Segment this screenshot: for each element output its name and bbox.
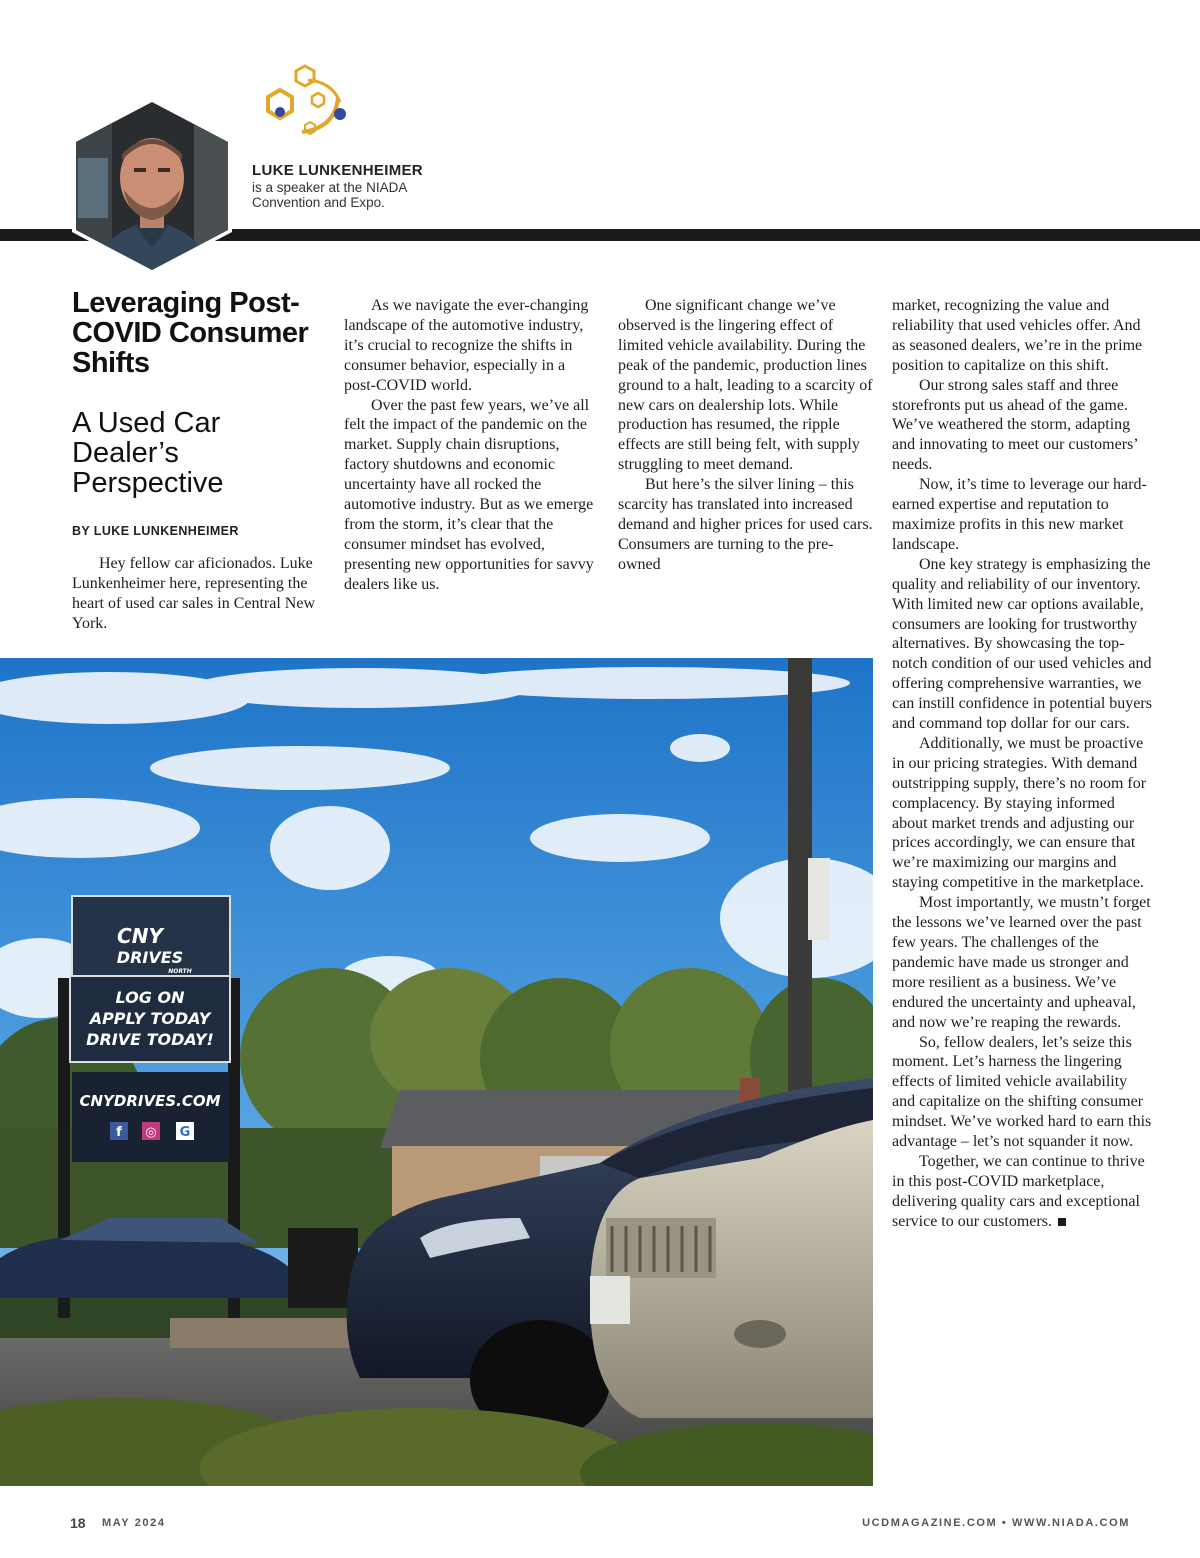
instagram-icon: ◎	[145, 1125, 157, 1140]
end-of-article-mark	[1058, 1218, 1066, 1226]
article-subhead: A Used Car Dealer’s Perspective	[72, 407, 224, 499]
article-column-2	[344, 296, 600, 595]
dealership-lot-photo	[0, 658, 873, 1486]
article-paragraph: Hey fellow car aficionados. Luke Lunkenheimer here, representing the heart of used car sales in Central New York.	[72, 555, 316, 632]
sign-slogan-line: LOG ON	[115, 988, 185, 1007]
article-paragraph: market, recognizing the value and reliability that used vehicles offer. And as seasoned dealers, we’re in the prime position to capitalize on this shift.	[892, 297, 1143, 374]
google-icon: G	[179, 1125, 191, 1140]
article-byline: BY LUKE LUNKENHEIMER	[72, 524, 239, 538]
article-paragraph-text: Together, we can continue to thrive in this post-COVID marketplace, delivering quality cars and exceptional service to our customers.	[892, 1152, 1145, 1230]
author-name: LUKE LUNKENHEIMER	[252, 162, 423, 179]
footer-websites: UCDMAGAZINE.COM • WWW.NIADA.COM	[862, 1517, 1130, 1529]
author-bio: is a speaker at the NIADA Convention and Expo.	[252, 180, 407, 210]
article-paragraph: Most importantly, we mustn’t forget the lessons we’ve learned over the past few years. The challenges of the pandemic have made us stronger and more resilient as a business. We’ve endured the uncertainty and upheaval, and now we’re reaping the rewards.	[892, 894, 1151, 1031]
article-paragraph: Now, it’s time to leverage our hard-earned expertise and reputation to maximize profits in this new market landscape.	[892, 476, 1147, 553]
article-column-4	[892, 296, 1152, 1232]
article-headline: Leveraging Post-COVID Consumer Shifts	[72, 287, 309, 379]
author-portrait-icon	[64, 98, 240, 274]
sign-brand-line3: NORTH	[168, 968, 192, 975]
article-paragraph: One significant change we’ve observed is the lingering effect of limited vehicle availability. During the peak of the pandemic, production lines ground to a halt, leading to a scarcity of new cars on dealership lots. While production has resumed, the ripple effects are still being felt, with supply struggling to meet demand.	[618, 297, 873, 474]
article-paragraph: Over the past few years, we’ve all felt the impact of the pandemic on the market. Supply chain disruptions, factory shutdowns and economic uncertainty have all rocked the automotive industry. But as we emerge from the storm, it’s clear that the consumer mindset has evolved, presenting new opportunities for savvy dealers like us.	[344, 396, 594, 593]
sign-slogan-line: APPLY TODAY	[89, 1009, 211, 1028]
article-paragraph: One key strategy is emphasizing the quality and reliability of our inventory. With limited new car options available, consumers are looking for trustworthy alternatives. By showcasing the top-notch condition of our used vehicles and offering comprehensive warranties, we can instill confidence in potential buyers and command top dollar for our cars.	[892, 555, 1152, 733]
article-column-3	[618, 296, 874, 575]
article-paragraph: Additionally, we must be proactive in our pricing strategies. With demand outstripping supply, there’s no room for complacency. By staying informed about market trends and adjusting our prices accordingly, we can ensure that we’re maximizing our margins and staying competitive in the marketplace.	[892, 734, 1147, 892]
page-number: 18	[70, 1515, 86, 1531]
niada-hexagon-logo-icon	[250, 60, 350, 140]
sign-url: CNYDRIVES.COM	[79, 1092, 221, 1110]
article-paragraph: Our strong sales staff and three storefronts put us ahead of the game. We’ve weathered the storm, adapting and innovating to meet our customers’ needs.	[892, 376, 1138, 474]
facebook-icon: f	[116, 1125, 122, 1140]
article-column-1	[72, 554, 324, 634]
article-paragraph: But here’s the silver lining – this scarcity has translated into increased demand and higher prices for used cars. Consumers are turning to the pre-owned	[618, 476, 873, 573]
sign-brand-line2: DRIVES	[116, 948, 184, 967]
article-paragraph: As we navigate the ever-changing landscape of the automotive industry, it’s crucial to recognize the shifts in consumer behavior, especially in a post-COVID world.	[344, 297, 589, 394]
sign-brand-line1: CNY	[117, 924, 163, 948]
sign-slogan-line: DRIVE TODAY!	[86, 1030, 214, 1049]
article-paragraph-final	[892, 1152, 1152, 1232]
pole-sign	[808, 858, 830, 940]
article-paragraph: So, fellow dealers, let’s seize this moment. Let’s harness the lingering effects of limited vehicle availability and capitalize on the shifting consumer mindset. We’ve worked hard to earn this advantage – let’s not squander it now.	[892, 1033, 1152, 1151]
issue-date: MAY 2024	[102, 1517, 166, 1529]
